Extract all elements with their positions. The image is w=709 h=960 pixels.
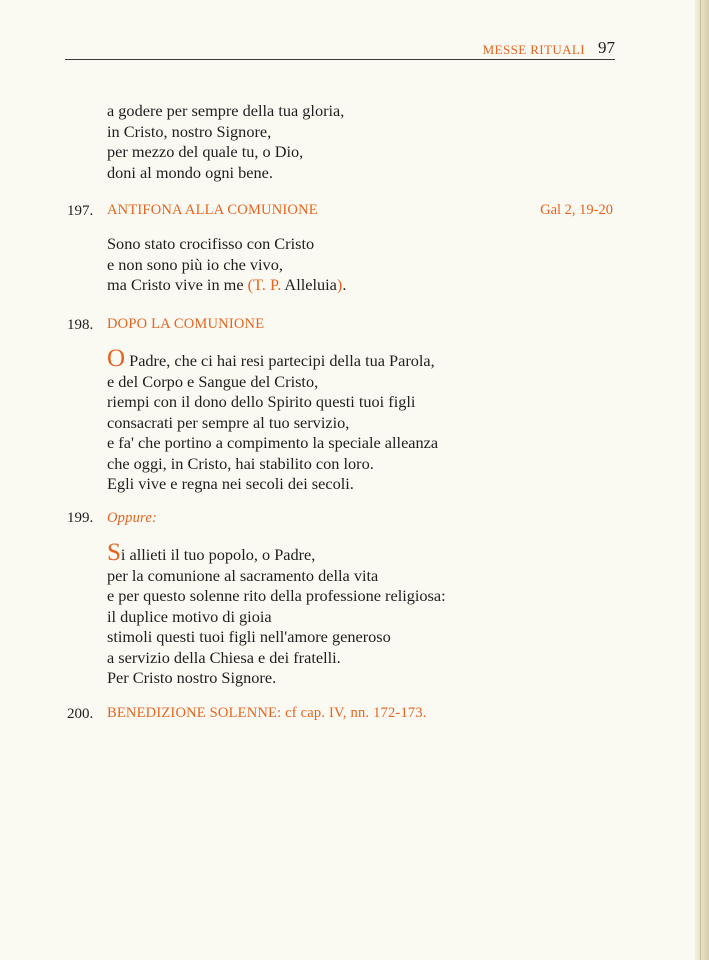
page-edge-line — [700, 0, 701, 960]
alleluia-word: Alleluia — [281, 275, 337, 294]
section-number-200: 200. — [67, 706, 94, 722]
running-header — [65, 38, 615, 60]
text-line: e fa' che portino a compimento la speciale alleanza — [107, 433, 439, 452]
text-line: Per Cristo nostro Signore. — [107, 668, 277, 687]
text-line — [107, 345, 438, 372]
text-span: Padre, che ci hai resi partecipi della tua Parola, — [125, 351, 435, 370]
drop-initial: S — [107, 539, 121, 566]
text-line: che oggi, in Cristo, hai stabilito con loro. — [107, 453, 374, 473]
text-line — [107, 275, 346, 296]
section-heading-200: BENEDIZIONE SOLENNE: cf cap. IV, nn. 172-173. — [107, 705, 427, 721]
page-number: 97 — [598, 38, 615, 57]
text-line: in Cristo, nostro Signore, — [107, 121, 272, 141]
text-line: stimoli questi tuoi figli nell'amore generoso — [107, 627, 391, 646]
header-rule — [65, 59, 615, 60]
page-edge — [695, 0, 709, 960]
antiphon-text — [107, 234, 346, 296]
section-heading-197: ANTIFONA ALLA COMUNIONE — [107, 202, 318, 218]
text-line: riempi con il dono dello Spirito questi tuoi figli — [107, 392, 416, 411]
text-span: i allieti il tuo popolo, o Padre, — [120, 545, 316, 564]
section-heading-199: Oppure: — [107, 510, 157, 526]
section-number-198: 198. — [67, 317, 94, 333]
text-span: ma Cristo vive in me — [107, 275, 248, 294]
text-line: consacrati per sempre al tuo servizio, — [107, 412, 350, 432]
text-line: e del Corpo e Sangue del Cristo, — [107, 371, 319, 391]
text-line: a godere per sempre della tua gloria, — [107, 101, 345, 120]
text-line: Sono stato crocifisso con Cristo — [107, 234, 315, 253]
text-line: per la comunione al sacramento della vita — [107, 565, 379, 585]
tp-close: ) — [336, 275, 343, 294]
intro-text — [107, 101, 344, 183]
text-line: e per questo solenne rito della professione religiosa: — [107, 586, 446, 605]
text-line: il duplice motivo di gioia — [107, 606, 272, 626]
text-period: . — [342, 275, 347, 294]
section-number-199: 199. — [67, 510, 94, 526]
tp-marker: (T. P. — [247, 275, 282, 294]
alternative-prayer-text — [107, 539, 446, 689]
running-header-title: MESSE RITUALI — [482, 42, 585, 57]
scripture-reference: Gal 2, 19-20 — [540, 202, 613, 218]
text-line — [107, 539, 446, 566]
section-number-197: 197. — [67, 203, 94, 219]
text-line: a servizio della Chiesa e dei fratelli. — [107, 647, 341, 667]
text-line: doni al mondo ogni bene. — [107, 162, 273, 182]
text-line: per mezzo del quale tu, o Dio, — [107, 142, 304, 161]
text-line: Egli vive e regna nei secoli dei secoli. — [107, 474, 354, 493]
text-line: e non sono più io che vivo, — [107, 254, 283, 274]
postcommunion-text — [107, 345, 439, 495]
drop-initial: O — [107, 345, 126, 372]
section-heading-198: DOPO LA COMUNIONE — [107, 316, 265, 332]
